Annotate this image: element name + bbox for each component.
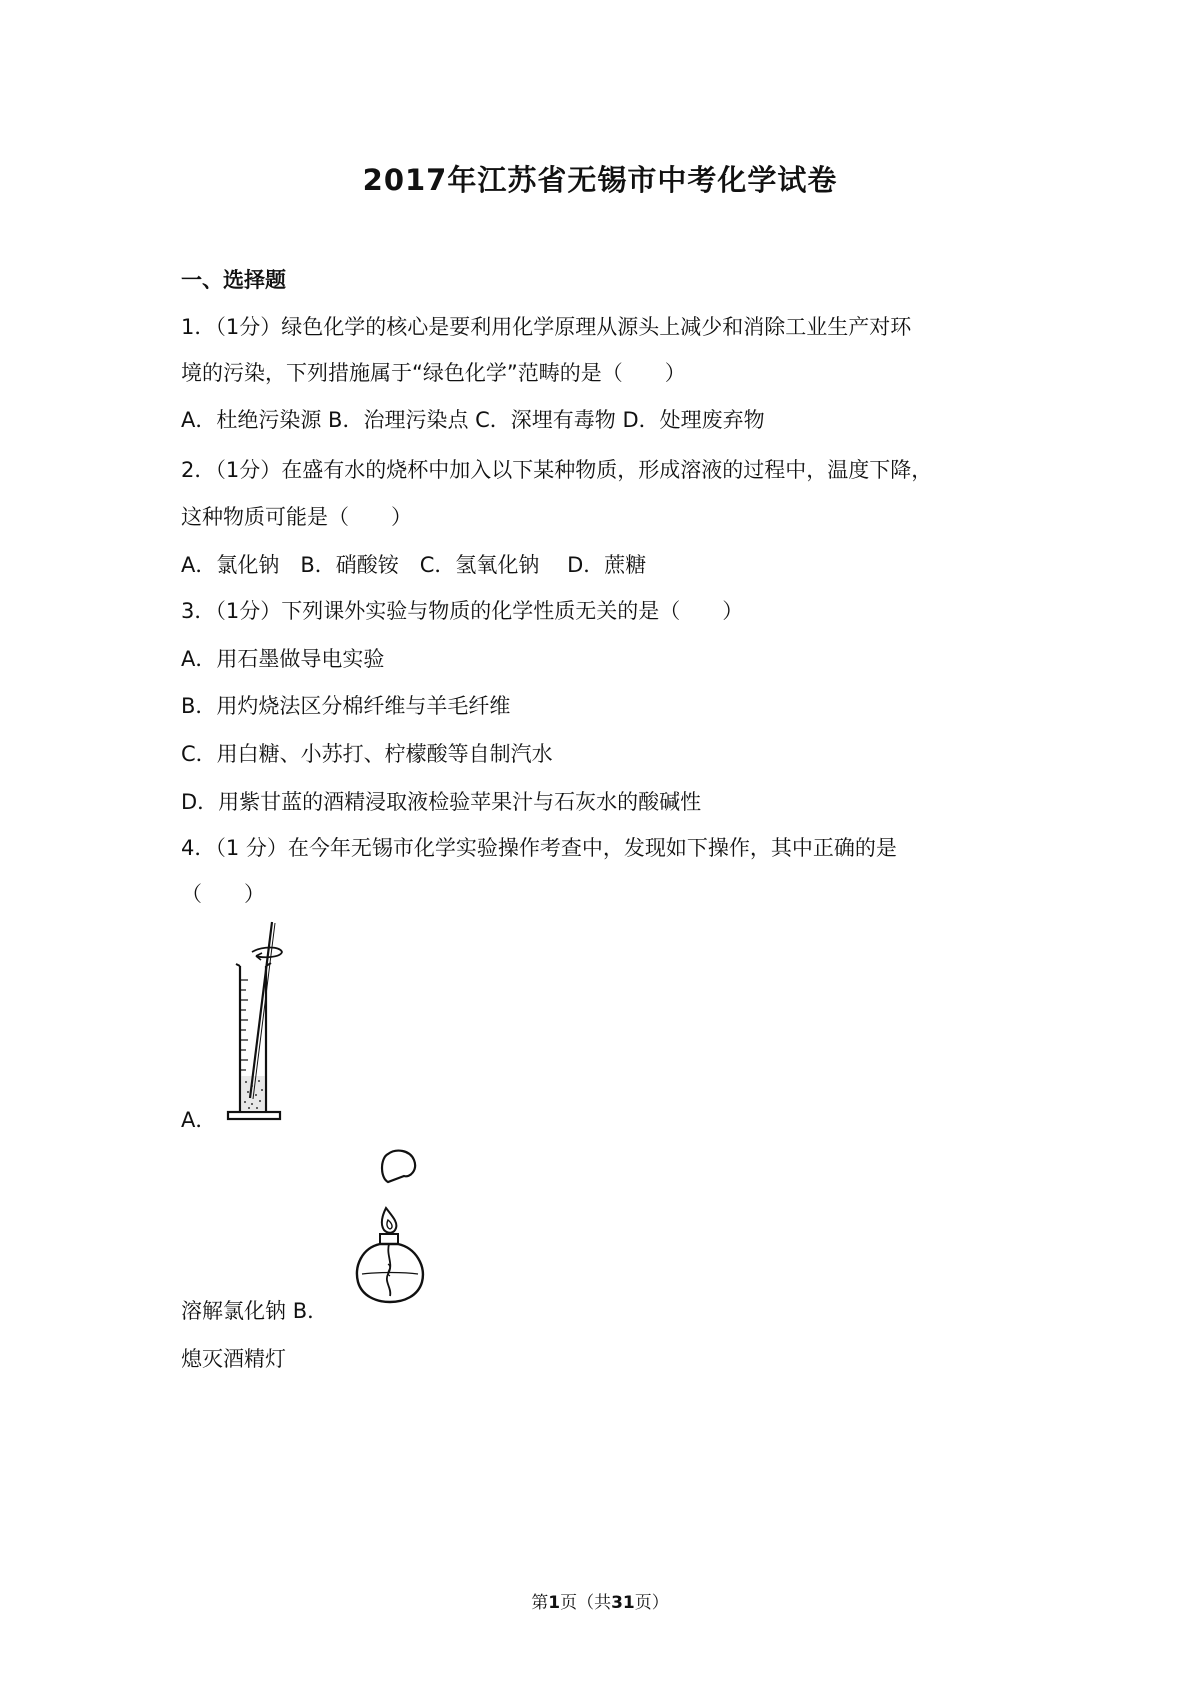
q1-stem-line-1: 1．（1分）绿色化学的核心是要利用化学原理从源头上减少和消除工业生产对环 (181, 315, 912, 339)
footer-middle: 页（共 (560, 1593, 612, 1613)
footer-prefix: 第 (531, 1593, 549, 1613)
q3-option-c: C．用白糖、小苏打、柠檬酸等自制汽水 (181, 742, 553, 766)
q4-option-b-letter: B． (292, 1299, 329, 1323)
q2-stem-line-1: 2．（1分）在盛有水的烧杯中加入以下某种物质，形成溶液的过程中，温度下降， (181, 458, 933, 482)
q2-options: A．氯化钠 B．硝酸铵 C．氢氧化钠 D．蔗糖 (181, 553, 647, 577)
q4-option-a-letter: A． (181, 1108, 217, 1132)
footer-total-pages: 31 (611, 1593, 635, 1613)
q1-stem-line-2: 境的污染，下列措施属于“绿色化学”范畴的是（ ） (181, 361, 686, 385)
q3-option-b: B．用灼烧法区分棉纤维与羊毛纤维 (181, 694, 511, 718)
q3-option-d: D．用紫甘蓝的酒精浸取液检验苹果汁与石灰水的酸碱性 (181, 790, 702, 814)
q4-stem-line-1: 4．（1 分）在今年无锡市化学实验操作考查中，发现如下操作，其中正确的是 (181, 836, 897, 860)
alcohol-lamp-cap-icon (348, 1146, 434, 1316)
q4-option-a-caption: 溶解氯化钠 (181, 1299, 286, 1323)
q4-option-a-caption-line (181, 1296, 328, 1326)
q1-options: A．杜绝污染源 B．治理污染点 C．深埋有毒物 D．处理废弃物 (181, 408, 765, 432)
page-footer (0, 1588, 1200, 1613)
q4-stem-line-2: （ ） (181, 882, 265, 906)
section-header: 一、选择题 (181, 268, 286, 292)
page-title: 2017年江苏省无锡市中考化学试卷 (362, 163, 838, 197)
q3-option-a: A．用石墨做导电实验 (181, 647, 385, 671)
q2-stem-line-2: 这种物质可能是（ ） (181, 505, 412, 529)
footer-page-number: 1 (548, 1593, 561, 1613)
q4-option-b-caption: 熄灭酒精灯 (181, 1347, 286, 1371)
graduated-cylinder-stirring-icon (222, 918, 290, 1124)
footer-suffix: 页） (634, 1593, 669, 1613)
q3-stem-line-1: 3．（1分）下列课外实验与物质的化学性质无关的是（ ） (181, 599, 744, 623)
